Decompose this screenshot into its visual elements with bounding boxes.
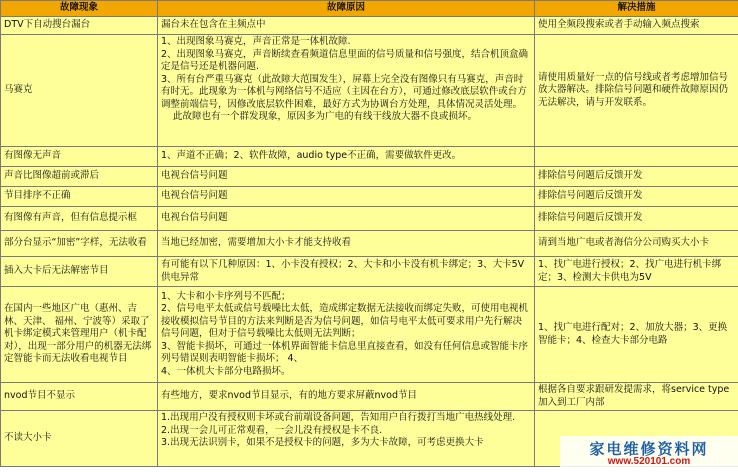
symptom-cell: 马赛克 (1, 35, 158, 147)
cause-line: 1、声道不正确；2、软件故障，audio type不正确，需要做软件更改。 (161, 150, 462, 162)
symptom-cell: DTV下自动搜台漏台 (1, 17, 158, 35)
solution-cell (535, 147, 738, 167)
header-solution: 解决措施 (535, 1, 738, 17)
cause-line: 3.出现无法识别卡，如果不是授权卡的问题，多为大卡故障，可考虑更换大卡 (161, 437, 484, 448)
cause-cell (158, 147, 535, 167)
symptom-cell: 节目排序不正确 (1, 187, 158, 207)
cause-cell (158, 17, 535, 35)
table-row (1, 231, 738, 257)
table-row (1, 167, 738, 187)
watermark-name: 家电维修资料网 (589, 440, 709, 458)
table-body (1, 17, 738, 467)
cause-line: 3、智能卡损坏，可通过一体机界面智能卡信息里直接查看，如没有任何信息或智能卡序列号错误则表明智能卡损坏； 4、 (161, 340, 529, 365)
table-row (1, 35, 738, 147)
cause-cell (158, 207, 535, 231)
table-header-row (1, 1, 738, 17)
header-symptom: 故障现象 (1, 1, 158, 17)
solution-cell (535, 231, 738, 257)
symptom-cell: 部分台显示“加密”字样，无法收看 (1, 231, 158, 257)
solution-line: 1、找广电进行授权；2、找广电进行机卡绑定；3、检测大卡供电为5V (538, 259, 722, 283)
cause-line: 漏台未在包含在主频点中 (161, 19, 266, 31)
solution-line: 请到当地广电或者海信分公司购买大小卡 (538, 237, 710, 249)
cause-cell (158, 167, 535, 187)
solution-line: 1、找广电进行配对；2、加放大器；3、更换智能卡；4、检查大卡部分电路 (538, 322, 728, 346)
solution-cell (535, 207, 738, 231)
cause-line: 2.出现一会儿可正常观看，一会儿没有授权是卡不良. (161, 424, 383, 436)
symptom-cell: 在国内一些地区广电（惠州、吉林、天津、 福州、宁波等）采取了机卡绑定模式来管理用户（机卡配对），出现一部分用户的机器无法绑定智能卡而无法收看电视节目 (1, 287, 158, 383)
cause-line: 1、大卡和小卡序列号不匹配； (161, 290, 291, 302)
cause-line: 4、一体机大卡部分电路损坏。 (161, 365, 291, 377)
cause-line: 此故障也有一个群发现象，原因多为广电的有线干线放大器不良或损坏。 (173, 111, 478, 122)
cause-cell (158, 187, 535, 207)
cause-line: 2、出现图象马赛克，声音断续查看频道信息里面的信号质量和信号强度，结合机顶盒确定是信号还是机器问题. (161, 48, 529, 72)
cause-line: 1.出现用户没有授权则卡坏或台前端设备问题，告知用户自行拨打当地广电热线处理. (161, 412, 516, 423)
symptom-cell: 插入大卡后无法解密节目 (1, 257, 158, 287)
cause-line: 电视台信号问题 (161, 212, 228, 224)
cause-line: 电视台信号问题 (161, 190, 228, 202)
cause-cell (158, 35, 535, 147)
cause-cell (158, 257, 535, 287)
cause-cell (158, 411, 535, 467)
solution-cell (535, 17, 738, 35)
solution-cell (535, 187, 738, 207)
cause-cell (158, 287, 535, 383)
solution-line: 排除信号问题后反馈开发 (538, 190, 643, 202)
cause-cell (158, 231, 535, 257)
symptom-cell: 声音比图像超前或滞后 (1, 167, 158, 187)
watermark-url: www.520101.com (607, 456, 691, 467)
solution-cell (535, 257, 738, 287)
solution-line: 使用全频段搜索或者手动输入频点搜索 (538, 19, 700, 31)
symptom-cell: 有图像有声音，但有信息提示框 (1, 207, 158, 231)
solution-cell (535, 35, 738, 147)
cause-line: 2、信号电平太低或信号载噪比太低，造成绑定数据无法接收而绑定失败，可使用电视机接收模拟信号节目的方法来判断是否为信号问题，如信号电平太低可要求用户先行解决信号问题，但对于信号载噪比太低则无法判断； (161, 303, 529, 340)
solution-line: 排除信号问题后反馈开发 (538, 170, 643, 182)
table-row (1, 147, 738, 167)
solution-cell (535, 167, 738, 187)
cause-line: 1、出现图象马赛克，声音正常是一体机故障. (161, 36, 351, 47)
solution-cell (535, 287, 738, 383)
cause-line: 有些地方，要求nvod节目显示，有的地方要求屏蔽nvod节目 (161, 390, 417, 402)
table-row (1, 287, 738, 383)
cause-line: 3、所有台严重马赛克（此故障大范围发生），屏幕上完全没有图像只有马赛克，声音时有时无。此现象为一体机与网络信号不适应（主因在台方），可通过修改底层软件或台方调整前端信号，因修改底层软件困难，最好方式为协调台方处理，具体情况灵活处理。 (161, 73, 527, 110)
symptom-cell: 有图像无声音 (1, 147, 158, 167)
cause-cell (158, 383, 535, 411)
solution-line: 根据各自要求跟研发提需求，将service type加入到工厂内部 (538, 384, 730, 408)
solution-line: 请使用质量好一点的信号线或者考虑增加信号放大器解决。排除信号问题和硬件故障原因仍无法解决，请与开发联系。 (538, 71, 729, 108)
cause-line: 有可能有以下几种原因：1、小卡没有授权；2、大卡和小卡没有机卡绑定；3、大卡5V供电异常 (161, 259, 525, 283)
table-row (1, 257, 738, 287)
solution-line: 排除信号问题后反馈开发 (538, 212, 643, 224)
table-row (1, 207, 738, 231)
cause-line: 电视台信号问题 (161, 170, 228, 182)
table-row (1, 383, 738, 411)
site-watermark (560, 436, 738, 472)
table-row (1, 187, 738, 207)
cause-line: 当地已经加密，需要增加大小卡才能支持收看 (161, 237, 352, 249)
header-cause: 故障原因 (158, 1, 535, 17)
symptom-cell: 不读大小卡 (1, 411, 158, 467)
solution-cell (535, 383, 738, 411)
symptom-cell: nvod节目不显示 (1, 383, 158, 411)
table-row (1, 17, 738, 35)
